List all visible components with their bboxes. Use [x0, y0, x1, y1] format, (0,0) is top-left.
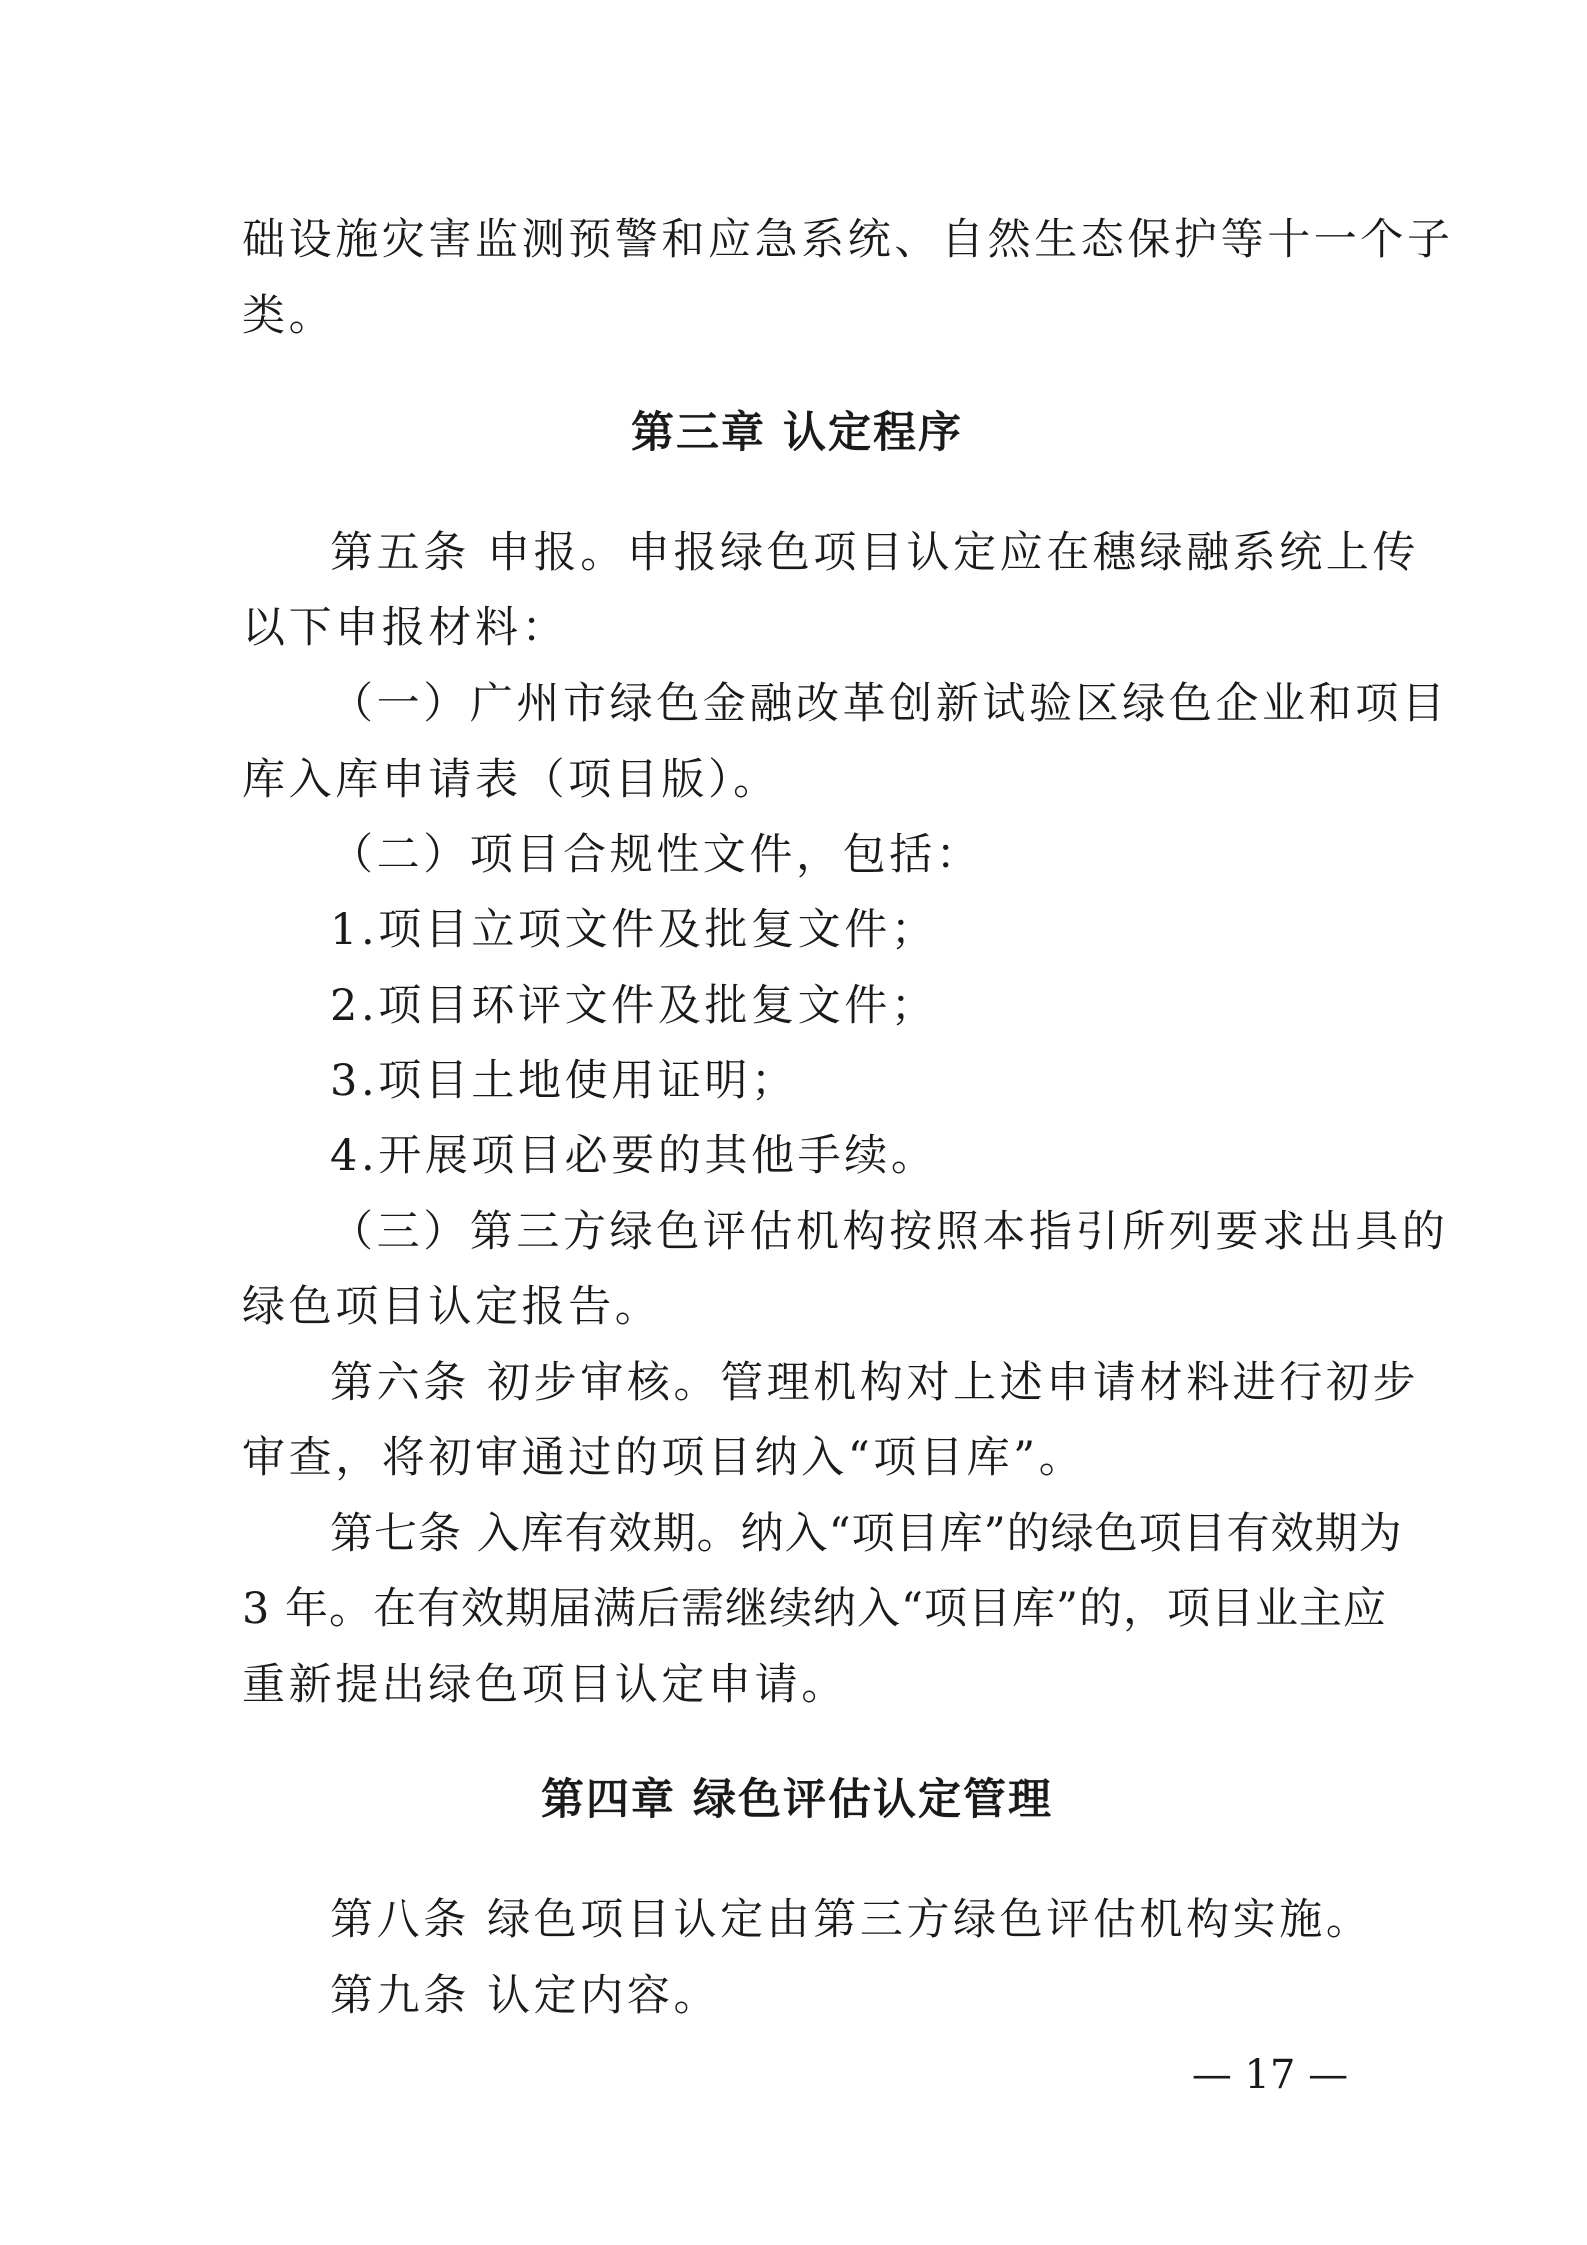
continued-paragraph-line: 类。	[242, 291, 336, 341]
sub-item-1: 1.项目立项文件及批复文件；	[330, 905, 938, 955]
article-5-line: 第五条 申报。申报绿色项目认定应在穗绿融系统上传	[330, 528, 1420, 578]
list-item-3-line: 绿色项目认定报告。	[242, 1282, 662, 1332]
article-8: 第八条 绿色项目认定由第三方绿色评估机构实施。	[330, 1895, 1373, 1945]
article-7-line: 3 年。在有效期届满后需继续纳入“项目库”的，项目业主应	[242, 1584, 1387, 1634]
list-item-1-line: 库入库申请表（项目版）。	[242, 755, 780, 805]
article-6-line: 审查，将初审通过的项目纳入“项目库”。	[242, 1433, 1086, 1483]
list-item-1-line: （一）广州市绿色金融改革创新试验区绿色企业和项目	[330, 679, 1449, 729]
page-number: — 17 —	[1191, 2052, 1349, 2098]
sub-item-3: 3.项目土地使用证明；	[330, 1056, 798, 1106]
article-5-line: 以下申报材料：	[242, 603, 569, 653]
article-6-line: 第六条 初步审核。管理机构对上述申请材料进行初步	[330, 1358, 1420, 1408]
chapter-3-heading: 第三章 认定程序	[631, 408, 963, 458]
sub-item-4: 4.开展项目必要的其他手续。	[330, 1131, 938, 1181]
sub-item-2: 2.项目环评文件及批复文件；	[330, 981, 938, 1031]
list-item-2: （二）项目合规性文件，包括：	[330, 830, 983, 880]
continued-paragraph-line: 础设施灾害监测预警和应急系统、自然生态保护等十一个子	[242, 215, 1454, 265]
article-7-line: 重新提出绿色项目认定申请。	[242, 1660, 848, 1710]
article-9: 第九条 认定内容。	[330, 1971, 721, 2021]
article-7-line: 第七条 入库有效期。纳入“项目库”的绿色项目有效期为	[330, 1509, 1403, 1559]
chapter-4-heading: 第四章 绿色评估认定管理	[541, 1775, 1053, 1825]
list-item-3-line: （三）第三方绿色评估机构按照本指引所列要求出具的	[330, 1207, 1449, 1257]
